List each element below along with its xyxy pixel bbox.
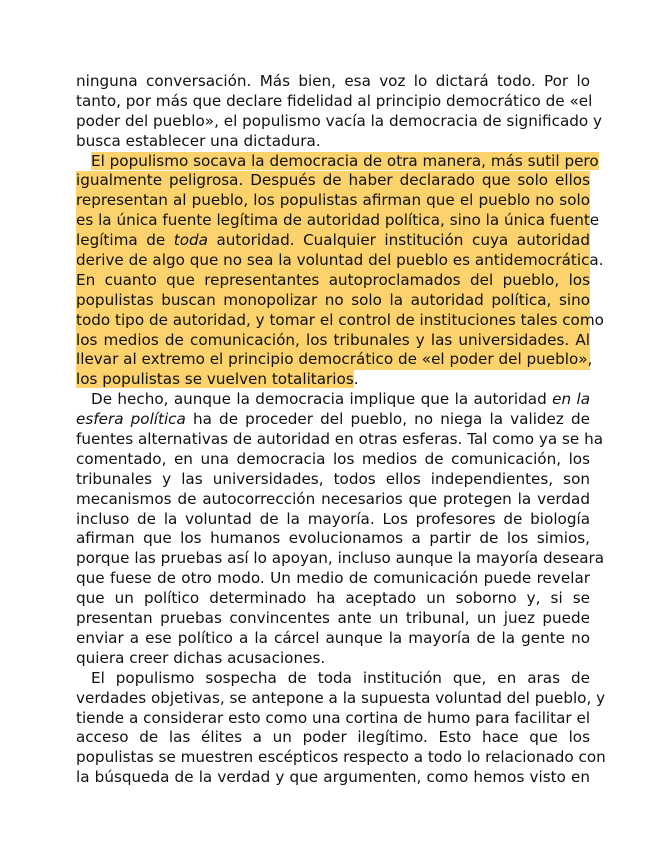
text-run: legítima de xyxy=(76,231,174,250)
text-line: comentado, en una democracia los medios de comunicación, los xyxy=(76,449,590,468)
text-run: . xyxy=(353,370,359,389)
text-line: porque las pruebas así lo apoyan, incluso aunque la mayoría deseara xyxy=(76,549,605,568)
text-line: fuentes alternativas de autoridad en otras esferas. Tal como ya se ha xyxy=(76,430,604,449)
text-line: El populismo sospecha de toda institución que, en aras de xyxy=(91,668,590,687)
text-line: tribunales y las universidades, todos ellos independientes, son xyxy=(76,469,590,488)
text-line: que fuese de otro modo. Un medio de comunicación puede revelar xyxy=(76,569,590,588)
text-line: que un político determinado ha aceptado un soborno y, si se xyxy=(76,589,590,608)
text-run: ha de proceder del pueblo, no niega la validez de xyxy=(185,410,590,429)
emphasis-phrase: esfera política xyxy=(76,410,186,429)
highlighted-line: llevar al extremo el principio democrático de «el poder del pueblo», xyxy=(76,350,593,369)
text-line: poder del pueblo», el populismo vacía la democracia de significado y xyxy=(76,111,603,130)
text-line: presentan pruebas convincentes ante un tribunal, un juez puede xyxy=(76,609,590,628)
highlighted-paragraph xyxy=(76,151,604,391)
text-line: tiende a considerar esto como una cortina de humo para facilitar el xyxy=(76,708,591,727)
text-line: mecanismos de autocorrección necesarios que protegen la verdad xyxy=(76,489,590,508)
text-run: De hecho, aunque la democracia implique que la autoridad xyxy=(91,390,553,409)
highlighted-text: El populismo socava la democracia de otra manera, más sutil pero xyxy=(91,151,599,170)
paragraph xyxy=(76,668,606,788)
highlighted-line: representan al pueblo, los populistas afirman que el pueblo no solo xyxy=(76,191,590,210)
highlighted-line: En cuanto que representantes autoproclamados del pueblo, los xyxy=(76,270,590,289)
text-line: afirman que los humanos evolucionamos a partir de los simios, xyxy=(76,529,590,548)
text-line: verdades objetivas, se antepone a la supuesta voluntad del pueblo, y xyxy=(76,688,606,707)
text-run: autoridad. Cualquier institución cuya autoridad xyxy=(207,231,590,250)
paragraph xyxy=(76,72,603,152)
body-text xyxy=(76,72,606,788)
text-line: la búsqueda de la verdad y que argumenten, como hemos visto en xyxy=(76,768,590,787)
emphasis-word: toda xyxy=(173,231,208,250)
highlighted-line xyxy=(76,231,590,251)
paragraph xyxy=(76,390,605,668)
highlighted-text: los populistas se vuelven totalitarios xyxy=(76,370,354,389)
text-line: enviar a ese político a la cárcel aunque la mayoría de la gente no xyxy=(76,628,590,647)
text-line: ninguna conversación. Más bien, esa voz lo dictará todo. Por lo xyxy=(76,72,590,90)
text-line: acceso de las élites a un poder ilegítimo. Esto hace que los xyxy=(76,728,590,747)
text-line: busca establecer una dictadura. xyxy=(76,131,321,150)
text-line xyxy=(76,390,590,410)
highlighted-line: populistas buscan monopolizar no solo la autoridad política, sino xyxy=(76,290,590,309)
text-line: populistas se muestren escépticos respecto a todo lo relacionado con xyxy=(76,748,606,767)
highlighted-line: es la única fuente legítima de autoridad política, sino la única fuente xyxy=(76,211,600,230)
highlighted-line: derive de algo que no sea la voluntad del pueblo es antidemocrática. xyxy=(76,251,604,270)
text-line: incluso de la voluntad de la mayoría. Los profesores de biología xyxy=(76,509,590,528)
text-line xyxy=(76,410,590,430)
highlighted-line: los medios de comunicación, los tribunales y las universidades. Al xyxy=(76,330,590,349)
text-line: tanto, por más que declare fidelidad al principio democrático de «el xyxy=(76,91,593,110)
text-line: quiera creer dichas acusaciones. xyxy=(76,648,326,667)
highlighted-line: igualmente peligrosa. Después de haber declarado que solo ellos xyxy=(76,171,590,190)
text-line xyxy=(76,151,599,172)
text-line xyxy=(76,370,590,390)
highlighted-line: todo tipo de autoridad, y tomar el control de instituciones tales como xyxy=(76,310,604,329)
emphasis-phrase: en la xyxy=(552,390,590,409)
